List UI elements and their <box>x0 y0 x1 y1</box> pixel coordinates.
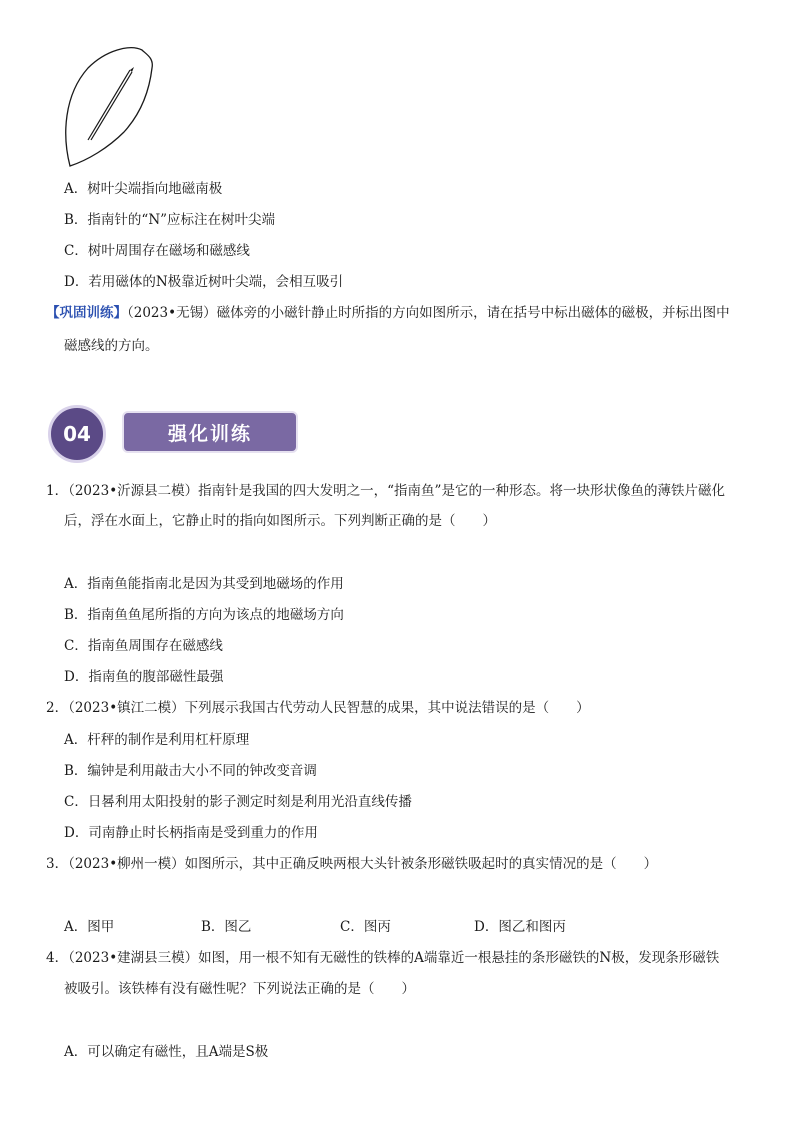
prev-option-c: C．树叶周围存在磁场和磁感线 <box>64 243 250 259</box>
q3-option-b: B．图乙 <box>201 919 252 935</box>
consolidation-text-1: （2023•无锡）磁体旁的小磁针静止时所指的方向如图所示，请在括号中标出磁体的磁极，并标出图中 <box>127 305 730 321</box>
q1-option-a: A．指南鱼能指南北是因为其受到地磁场的作用 <box>64 576 344 592</box>
q4-line-2: 被吸引。该铁棒有没有磁性呢？下列说法正确的是（ ） <box>64 981 415 997</box>
q1-line-1: 1．（2023•沂源县二模）指南针是我国的四大发明之一，“指南鱼”是它的一种形态。将一块形状像鱼的薄铁片磁化 <box>46 483 725 499</box>
section-number: 04 <box>63 422 91 446</box>
q2-option-d: D．司南静止时长柄指南是受到重力的作用 <box>64 825 318 841</box>
leaf-compass-figure <box>58 40 158 170</box>
q3-option-c: C．图丙 <box>340 919 391 935</box>
prev-option-b: B．指南针的“N”应标注在树叶尖端 <box>64 212 276 228</box>
q2-option-b: B．编钟是利用敲击大小不同的钟改变音调 <box>64 763 317 779</box>
section-number-badge <box>48 405 106 463</box>
q3-line-1: 3．（2023•柳州一模）如图所示，其中正确反映两根大头针被条形磁铁吸起时的真实情况的是（ ） <box>46 856 658 872</box>
prev-option-d: D．若用磁体的N极靠近树叶尖端，会相互吸引 <box>64 274 344 290</box>
q1-option-c: C．指南鱼周围存在磁感线 <box>64 638 223 654</box>
q3-option-d: D．图乙和图丙 <box>474 919 566 935</box>
section-title-bar <box>122 411 298 453</box>
q4-line-1: 4．（2023•建湖县三模）如图，用一根不知有无磁性的铁棒的A端靠近一根悬挂的条形磁铁的N极，发现条形磁铁 <box>46 950 720 966</box>
q3-option-a: A．图甲 <box>64 919 115 935</box>
q2-line-1: 2．（2023•镇江二模）下列展示我国古代劳动人民智慧的成果，其中说法错误的是（ ） <box>46 700 590 716</box>
q2-option-a: A．杆秤的制作是利用杠杆原理 <box>64 732 250 748</box>
prev-option-a: A．树叶尖端指向地磁南极 <box>64 181 223 197</box>
section-title: 强化训练 <box>167 422 252 445</box>
q1-option-b: B．指南鱼鱼尾所指的方向为该点的地磁场方向 <box>64 607 344 623</box>
consolidation-tag: 【巩固训练】 <box>46 305 127 321</box>
q4-option-a: A．可以确定有磁性，且A端是S极 <box>64 1044 269 1060</box>
q1-line-2: 后，浮在水面上，它静止时的指向如图所示。下列判断正确的是（ ） <box>64 513 496 529</box>
q1-option-d: D．指南鱼的腹部磁性最强 <box>64 669 224 685</box>
consolidation-line-2: 磁感线的方向。 <box>64 338 159 354</box>
q2-option-c: C．日晷利用太阳投射的影子测定时刻是利用光沿直线传播 <box>64 794 412 810</box>
consolidation-line-1 <box>46 303 730 323</box>
